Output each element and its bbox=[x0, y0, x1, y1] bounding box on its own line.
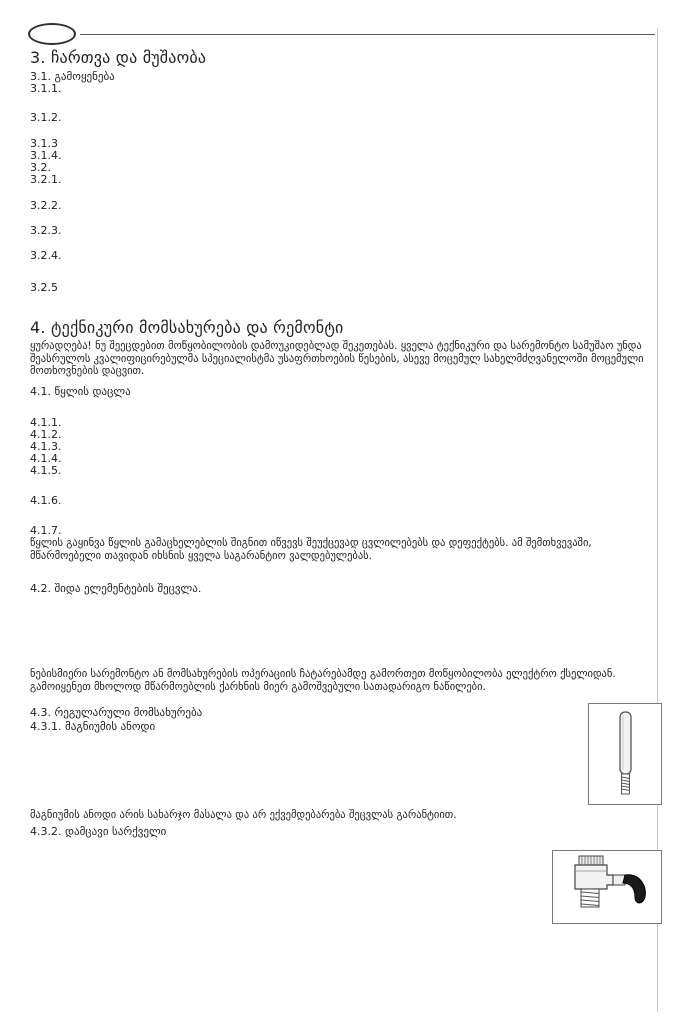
list-item: 3.1.2. bbox=[30, 111, 62, 124]
section-4-3-1-heading: 4.3.1. მაგნიუმის ანოდი bbox=[30, 720, 156, 733]
magnesium-anode-figure bbox=[588, 703, 662, 805]
list-item: 3.2.2. bbox=[30, 199, 62, 212]
list-item: 3.1.4. bbox=[30, 149, 62, 162]
list-item: 4.1.2. bbox=[30, 428, 62, 441]
warning-paragraph: ყურადღება! ნუ შეეცდებით მოწყობილობის დამოუკიდებლად შეკეთებას. ყველა ტექნიკური და სარემონტო სამუშაო უნდა შეასრულოს კვალიფიცირებულმა სპეციალისტმა უსაფრთხოების წესების, ასევე მოცემულ სახელმძღვანელოში მოცემული მოთხოვნების დაცვით. bbox=[30, 340, 644, 377]
safety-valve-icon bbox=[553, 851, 661, 923]
list-item: 4.1.7. bbox=[30, 524, 62, 537]
list-item: 3.2.4. bbox=[30, 249, 62, 262]
section-4-3-heading: 4.3. რეგულარული მომსახურება bbox=[30, 706, 203, 719]
section-4-2-heading: 4.2. შიდა ელემენტების შეცვლა. bbox=[30, 582, 202, 595]
magnesium-anode-icon bbox=[589, 704, 661, 804]
section-3-1-heading: 3.1. გამოყენება bbox=[30, 70, 115, 83]
list-item: 4.1.3. bbox=[30, 440, 62, 453]
list-item: 3.1.1. bbox=[30, 82, 62, 95]
section-3-title: 3. ჩართვა და მუშაობა bbox=[30, 48, 207, 67]
list-item: 4.1.6. bbox=[30, 494, 62, 507]
section-4-3-2-heading: 4.3.2. დამცავი სარქველი bbox=[30, 825, 167, 838]
section-4-1-heading: 4.1. წყლის დაცლა bbox=[30, 385, 131, 398]
list-item: 3.1.3 bbox=[30, 137, 58, 150]
list-item: 4.1.5. bbox=[30, 464, 62, 477]
list-item: 3.2. bbox=[30, 161, 51, 174]
repair-safety-paragraph: ნებისმიერი სარემონტო ან მომსახურების ოპერაციის ჩატარებამდე გამორთეთ მოწყობილობა ელექტრო ქსელიდან. გამოიყენეთ მხოლოდ მწარმოებლის ქარხნის მიერ გამოშვებული სათადარიგო ნაწილები. bbox=[30, 668, 616, 693]
section-4-title: 4. ტექნიკური მომსახურება და რემონტი bbox=[30, 318, 344, 337]
list-item: 4.1.1. bbox=[30, 416, 62, 429]
list-item: 4.1.4. bbox=[30, 452, 62, 465]
anode-note-paragraph: მაგნიუმის ანოდი არის სახარჯო მასალა და არ ექვემდებარება შეცვლას გარანტიით. bbox=[30, 809, 457, 821]
list-item: 3.2.5 bbox=[30, 281, 58, 294]
oval-logo bbox=[28, 23, 76, 45]
safety-valve-figure bbox=[552, 850, 662, 924]
header-divider-line bbox=[80, 34, 655, 35]
list-item: 3.2.1. bbox=[30, 173, 62, 186]
page-header-rule bbox=[28, 24, 655, 44]
freeze-warning-paragraph: წყლის გაყინვა წყლის გამაცხელებლის შიგნით იწვევს შეუქცევად ცვლილებებს და დეფექტებს. ამ შემთხვევაში, მწარმოებელი თავიდან იხსნის ყველა საგარანტიო ვალდებულებას. bbox=[30, 537, 592, 562]
list-item: 3.2.3. bbox=[30, 224, 62, 237]
